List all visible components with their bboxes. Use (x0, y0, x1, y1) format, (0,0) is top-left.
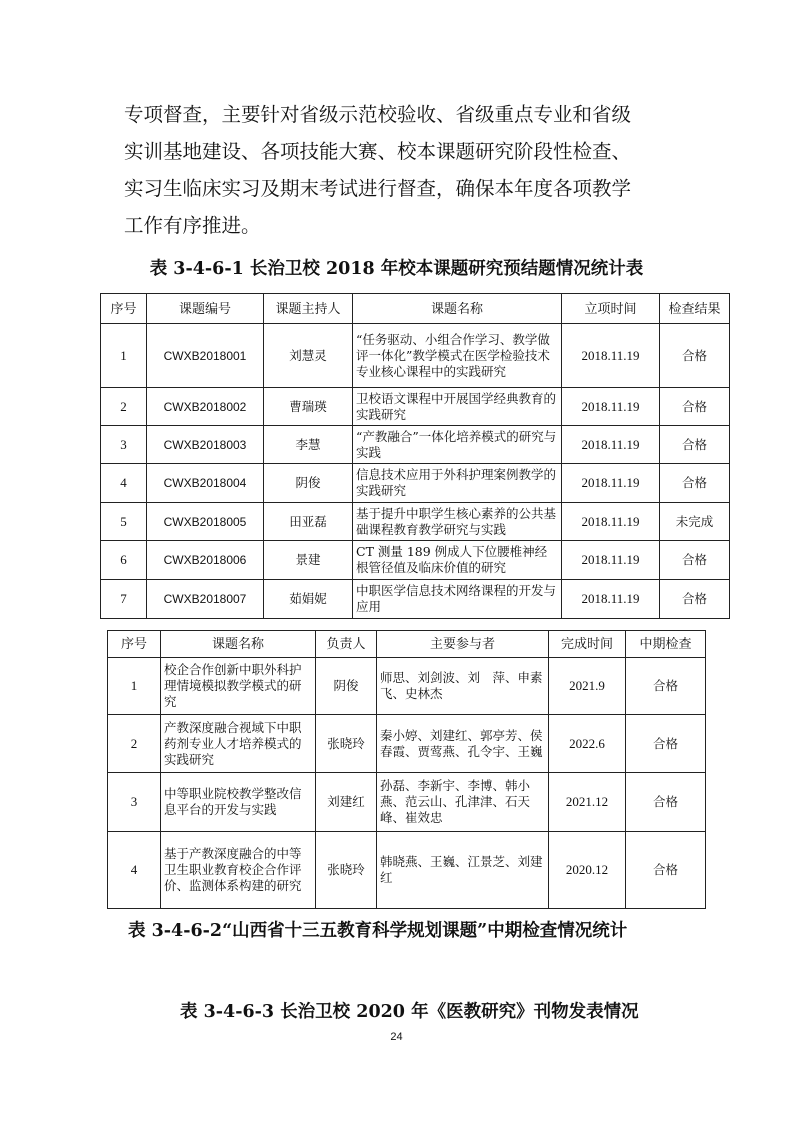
page-number: 24 (390, 1031, 403, 1043)
table-row (108, 832, 706, 909)
project-leader: 刘建红 (316, 773, 377, 832)
completion-date: 2021.9 (549, 658, 626, 715)
project-members: 师思、刘剑波、刘 萍、申素飞、史林杰 (377, 658, 549, 715)
midterm-check: 合格 (626, 832, 706, 909)
project-leader: 阴俊 (316, 658, 377, 715)
project-code: CWXB2018005 (147, 503, 264, 541)
header-cell: 检查结果 (660, 294, 730, 324)
project-host: 李慧 (264, 426, 353, 464)
row-number: 2 (101, 388, 147, 426)
provincial-project-table (107, 630, 706, 909)
header-cell: 中期检查 (626, 631, 706, 658)
completion-date: 2020.12 (549, 832, 626, 909)
project-name: 中职医学信息技术网络课程的开发与应用 (353, 580, 562, 619)
check-result: 未完成 (660, 503, 730, 541)
table-row (101, 503, 730, 541)
midterm-check: 合格 (626, 715, 706, 773)
project-host: 景建 (264, 541, 353, 580)
check-result: 合格 (660, 541, 730, 580)
table-row (108, 715, 706, 773)
project-code: CWXB2018001 (147, 324, 264, 388)
paragraph-line: 专项督查，主要针对省级示范校验收、省级重点专业和省级 (124, 103, 632, 126)
table-row (101, 324, 730, 388)
project-host: 阴俊 (264, 464, 353, 503)
paragraph-line: 实习生临床实习及期末考试进行督查，确保本年度各项教学 (124, 177, 632, 200)
table2-title: 表 3-4-6-2“山西省十三五教育科学规划课题”中期检查情况统计 (128, 921, 628, 941)
table-header-row (108, 631, 706, 658)
table-row (101, 426, 730, 464)
project-code: CWXB2018002 (147, 388, 264, 426)
header-cell: 完成时间 (549, 631, 626, 658)
row-number: 7 (101, 580, 147, 619)
project-date: 2018.11.19 (562, 580, 660, 619)
header-cell: 序号 (101, 294, 147, 324)
row-number: 2 (108, 715, 161, 773)
project-name: “任务驱动、小组合作学习、教学做评一体化”教学模式在医学检验技术专业核心课程中的实践研究 (353, 324, 562, 388)
project-code: CWXB2018004 (147, 464, 264, 503)
intro-paragraph (124, 96, 684, 244)
header-cell: 课题主持人 (264, 294, 353, 324)
project-host: 刘慧灵 (264, 324, 353, 388)
project-members: 秦小婷、刘建红、郭亭芳、侯春霞、贾莺燕、孔令宇、王巍 (377, 715, 549, 773)
table-row (108, 773, 706, 832)
check-result: 合格 (660, 464, 730, 503)
project-date: 2018.11.19 (562, 388, 660, 426)
paragraph-line: 工作有序推进。 (124, 214, 261, 237)
header-cell: 主要参与者 (377, 631, 549, 658)
project-host: 田亚磊 (264, 503, 353, 541)
project-name: 产教深度融合视域下中职药剂专业人才培养模式的实践研究 (161, 715, 316, 773)
row-number: 1 (108, 658, 161, 715)
midterm-check: 合格 (626, 658, 706, 715)
project-code: CWXB2018007 (147, 580, 264, 619)
table-row (101, 580, 730, 619)
project-name: 基于产教深度融合的中等卫生职业教育校企合作评价、监测体系构建的研究 (161, 832, 316, 909)
project-date: 2018.11.19 (562, 324, 660, 388)
project-name: 中等职业院校教学整改信息平台的开发与实践 (161, 773, 316, 832)
project-members: 孙磊、李新宇、李博、韩小燕、范云山、孔津津、石天峰、崔效忠 (377, 773, 549, 832)
completion-date: 2022.6 (549, 715, 626, 773)
check-result: 合格 (660, 324, 730, 388)
project-name: “产教融合”一体化培养模式的研究与实践 (353, 426, 562, 464)
table1-title: 表 3-4-6-1 长治卫校 2018 年校本课题研究预结题情况统计表 (149, 259, 644, 279)
row-number: 6 (101, 541, 147, 580)
table-row (101, 541, 730, 580)
table-row (101, 464, 730, 503)
table3-title: 表 3-4-6-3 长治卫校 2020 年《医教研究》刊物发表情况 (180, 1002, 639, 1022)
header-cell: 课题编号 (147, 294, 264, 324)
project-name: 基于提升中职学生核心素养的公共基础课程教育教学研究与实践 (353, 503, 562, 541)
table-row (101, 388, 730, 426)
row-number: 3 (108, 773, 161, 832)
check-result: 合格 (660, 388, 730, 426)
row-number: 5 (101, 503, 147, 541)
project-members: 韩晓燕、王巍、江景芝、刘建红 (377, 832, 549, 909)
header-cell: 课题名称 (353, 294, 562, 324)
check-result: 合格 (660, 426, 730, 464)
project-date: 2018.11.19 (562, 426, 660, 464)
check-result: 合格 (660, 580, 730, 619)
project-date: 2018.11.19 (562, 541, 660, 580)
table-header-row (101, 294, 730, 324)
project-leader: 张晓玲 (316, 715, 377, 773)
project-name: 信息技术应用于外科护理案例教学的实践研究 (353, 464, 562, 503)
row-number: 4 (101, 464, 147, 503)
row-number: 4 (108, 832, 161, 909)
project-name: 卫校语文课程中开展国学经典教育的实践研究 (353, 388, 562, 426)
project-date: 2018.11.19 (562, 464, 660, 503)
project-code: CWXB2018003 (147, 426, 264, 464)
school-project-table (100, 293, 730, 619)
row-number: 1 (101, 324, 147, 388)
row-number: 3 (101, 426, 147, 464)
midterm-check: 合格 (626, 773, 706, 832)
header-cell: 立项时间 (562, 294, 660, 324)
completion-date: 2021.12 (549, 773, 626, 832)
table-row (108, 658, 706, 715)
paragraph-line: 实训基地建设、各项技能大赛、校本课题研究阶段性检查、 (124, 140, 632, 163)
project-leader: 张晓玲 (316, 832, 377, 909)
project-name: CT 测量 189 例成人下位腰椎神经根管径值及临床价值的研究 (353, 541, 562, 580)
project-host: 茹娟妮 (264, 580, 353, 619)
project-date: 2018.11.19 (562, 503, 660, 541)
project-code: CWXB2018006 (147, 541, 264, 580)
header-cell: 课题名称 (161, 631, 316, 658)
project-name: 校企合作创新中职外科护理情境模拟教学模式的研究 (161, 658, 316, 715)
project-host: 曹瑞瑛 (264, 388, 353, 426)
header-cell: 负责人 (316, 631, 377, 658)
header-cell: 序号 (108, 631, 161, 658)
